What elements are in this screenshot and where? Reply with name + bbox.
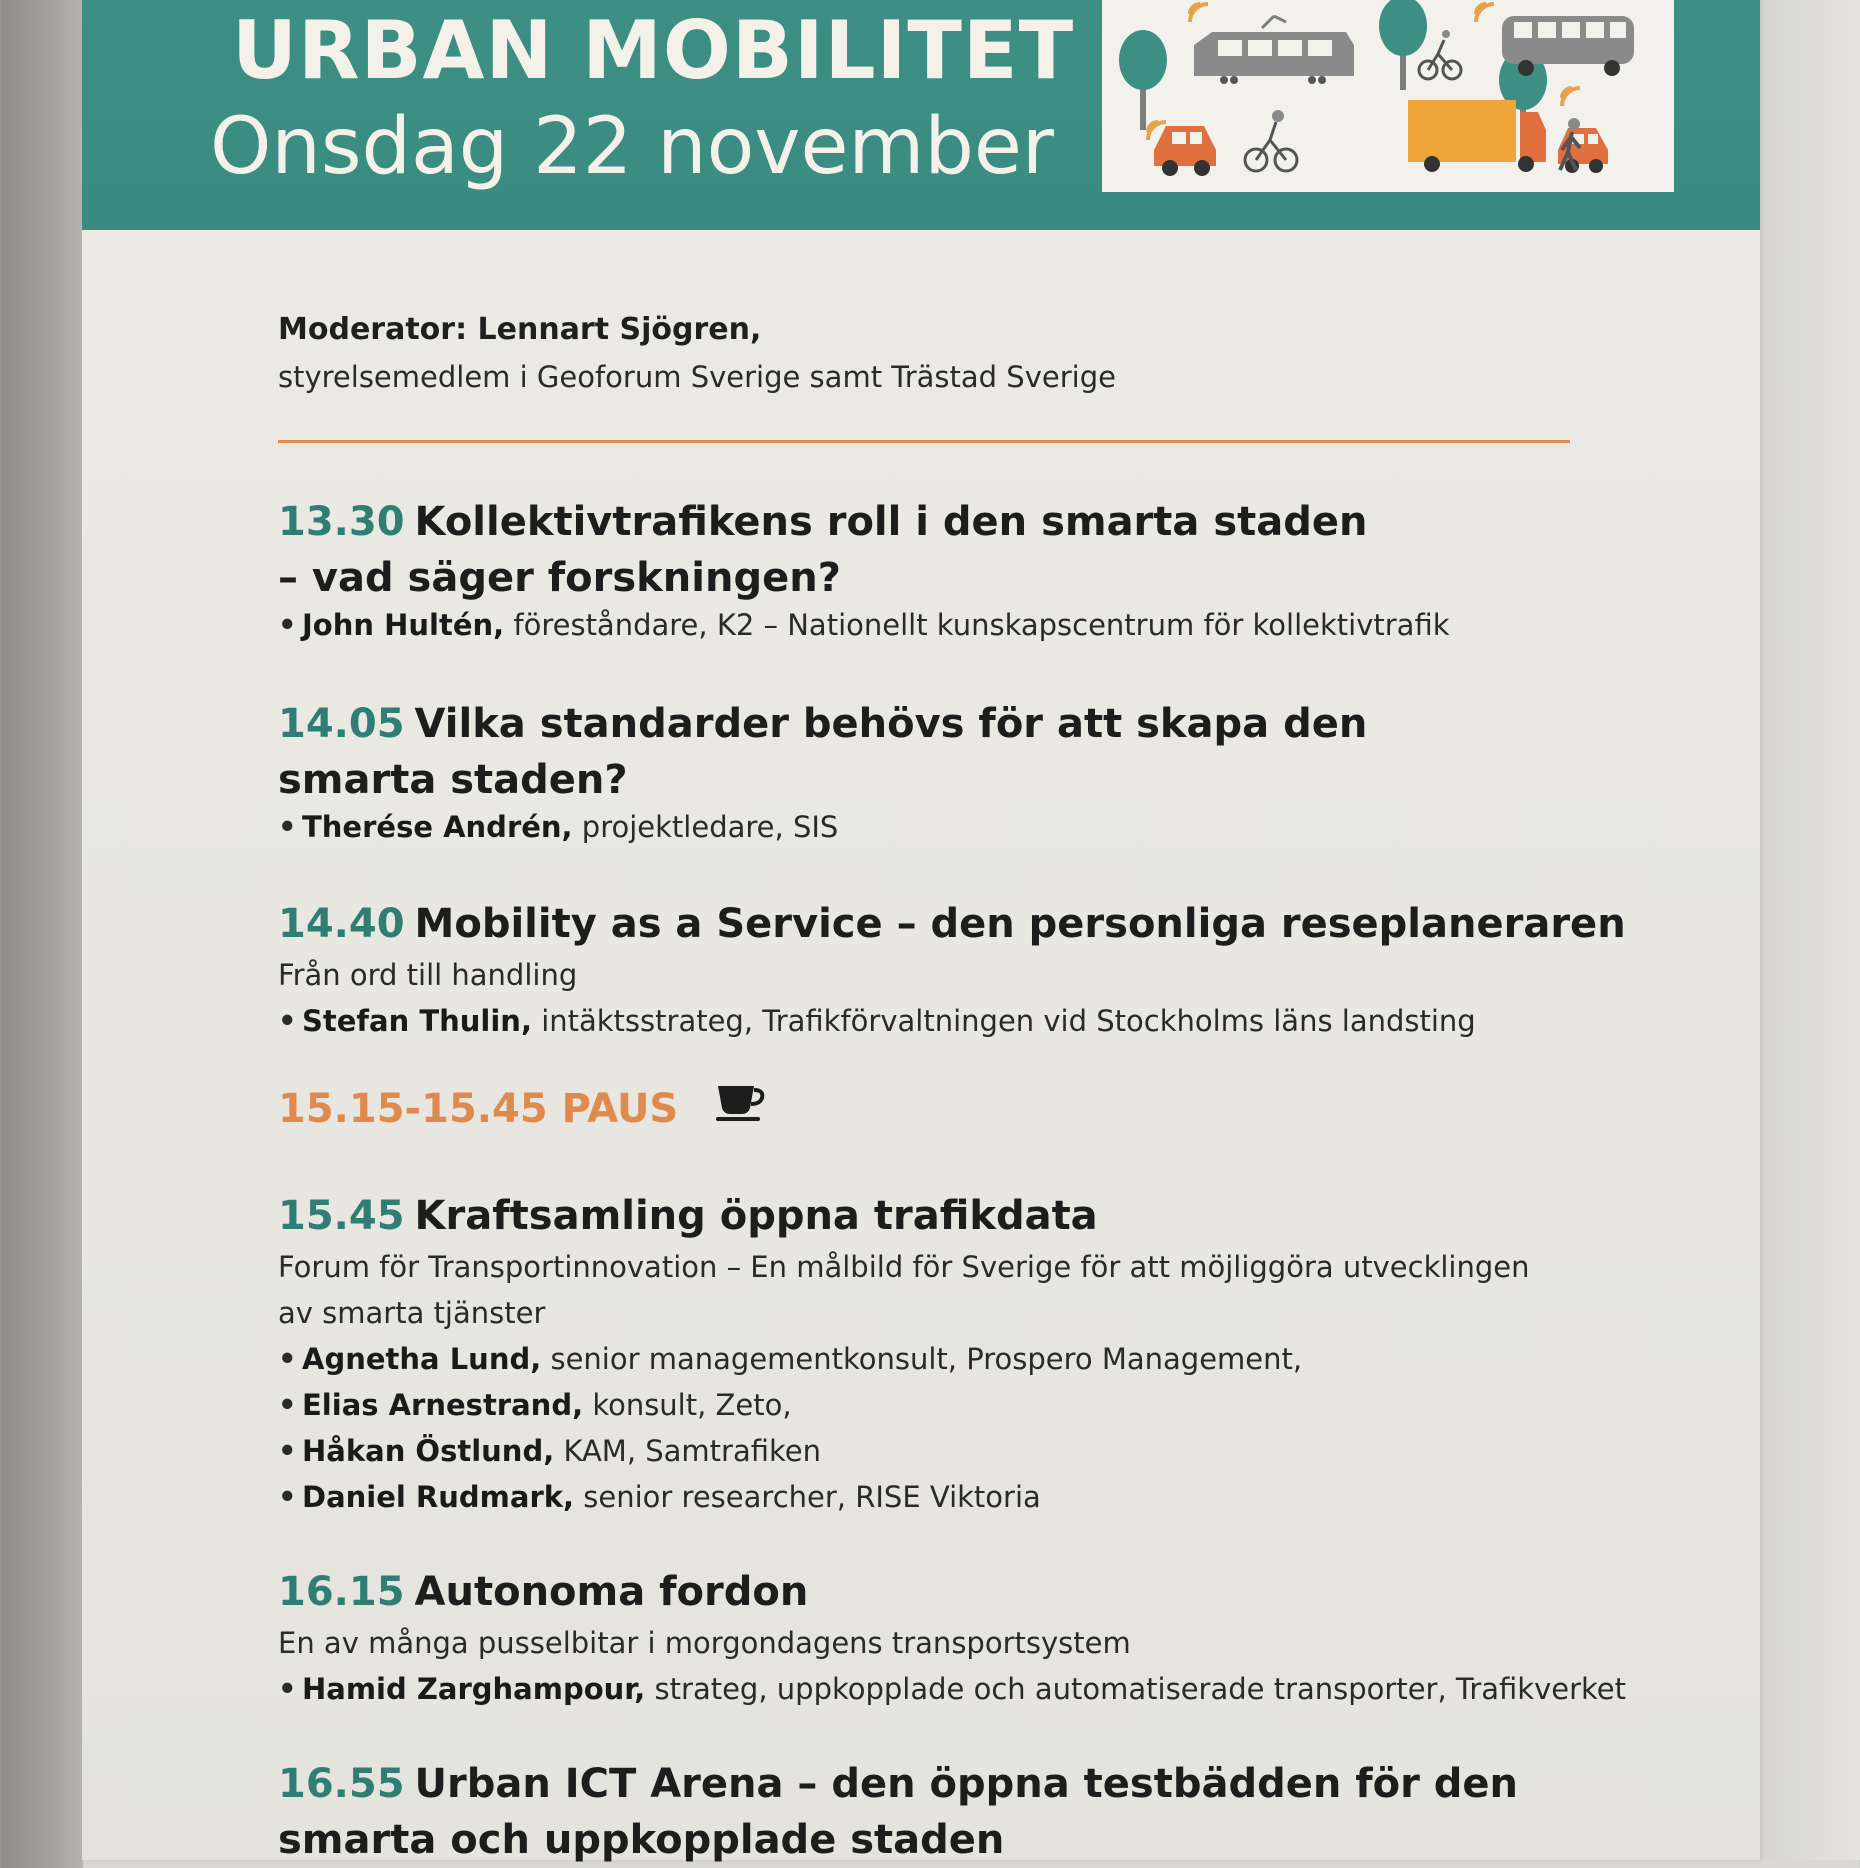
- session-title: [278, 1756, 1678, 1812]
- car-icon: [1154, 126, 1216, 176]
- speaker-name: Elias Arnestrand,: [302, 1388, 584, 1422]
- moderator-name: Moderator: Lennart Sjögren,: [278, 312, 762, 347]
- moderator-role: styrelsemedlem i Geoforum Sverige samt Trästad Sverige: [278, 360, 1116, 394]
- transport-illustration: [1102, 0, 1674, 192]
- speaker-line: [278, 602, 1678, 648]
- speaker-line: [278, 998, 1678, 1044]
- session-item: [278, 494, 1678, 648]
- wall-right: [1760, 0, 1860, 1860]
- speaker-line: [278, 1382, 1678, 1428]
- poster: [82, 0, 1760, 1863]
- wifi-signal-icon: [1190, 4, 1208, 22]
- session-title-line2: – vad säger forskningen?: [278, 555, 841, 601]
- speaker-line: [278, 1474, 1678, 1520]
- bullet-icon: •: [278, 1672, 297, 1706]
- session-item: [278, 1756, 1678, 1868]
- session-subtitle-line2: av smarta tjänster: [278, 1296, 546, 1330]
- speaker-line: [278, 804, 1678, 850]
- speaker-name: Håkan Östlund,: [302, 1434, 555, 1468]
- tree-icon: [1119, 30, 1167, 130]
- speaker-name: John Hultén,: [302, 608, 505, 642]
- speaker-role: senior managementkonsult, Prospero Management,: [550, 1342, 1303, 1376]
- wifi-signal-icon: [1476, 4, 1494, 22]
- session-item: [278, 896, 1678, 1044]
- poster-title: URBAN MOBILITET: [232, 4, 1075, 97]
- speaker-role: intäktsstrateg, Trafikförvaltningen vid Stockholms läns landsting: [541, 1004, 1476, 1038]
- bullet-icon: •: [278, 1004, 297, 1038]
- session-title: [278, 696, 1678, 752]
- pause-label: [278, 1086, 768, 1132]
- session-title-line1: Kraftsamling öppna trafikdata: [414, 1193, 1098, 1239]
- pause-text: 15.15-15.45 PAUS: [278, 1086, 679, 1132]
- speaker-role: föreståndare, K2 – Nationellt kunskapscentrum för kollektivtrafik: [513, 608, 1450, 642]
- speaker-name: Daniel Rudmark,: [302, 1480, 575, 1514]
- speaker-role: konsult, Zeto,: [592, 1388, 792, 1422]
- session-time: 14.40: [278, 901, 405, 947]
- session-title-line2: smarta och uppkopplade staden: [278, 1817, 1005, 1863]
- session-subtitle: En av många pusselbitar i morgondagens transportsystem: [278, 1626, 1131, 1660]
- bullet-icon: •: [278, 1434, 297, 1468]
- poster-header: [82, 0, 1760, 230]
- speaker-name: Stefan Thulin,: [302, 1004, 532, 1038]
- session-title: [278, 1564, 1678, 1620]
- session-title-line1: Autonoma fordon: [414, 1569, 809, 1615]
- bullet-icon: •: [278, 1342, 297, 1376]
- session-subtitle: Från ord till handling: [278, 958, 578, 992]
- speaker-role: projektledare, SIS: [581, 810, 839, 844]
- session-title-line1: Kollektivtrafikens roll i den smarta staden: [414, 499, 1368, 545]
- speaker-role: senior researcher, RISE Viktoria: [583, 1480, 1041, 1514]
- session-item: [278, 1564, 1678, 1712]
- session-item: [278, 696, 1678, 850]
- session-time: 13.30: [278, 499, 405, 545]
- session-time: 15.45: [278, 1193, 405, 1239]
- session-title: [278, 896, 1678, 952]
- session-title-line1: Urban ICT Arena – den öppna testbädden för den: [414, 1761, 1519, 1807]
- session-title-line1: Vilka standarder behövs för att skapa den: [414, 701, 1368, 747]
- bullet-icon: •: [278, 608, 297, 642]
- transport-illustration-svg: [1102, 0, 1674, 192]
- tram-icon: [1194, 16, 1354, 84]
- bicycle-icon: [1245, 110, 1297, 171]
- bullet-icon: •: [278, 1388, 297, 1422]
- coffee-cup-icon: [714, 1082, 768, 1132]
- session-title: [278, 494, 1678, 550]
- session-title-line1: Mobility as a Service – den personliga reseplaneraren: [414, 901, 1626, 947]
- session-title-line2: smarta staden?: [278, 757, 628, 803]
- poster-date: Onsdag 22 november: [210, 102, 1054, 192]
- session-title: [278, 1188, 1678, 1244]
- speaker-name: Agnetha Lund,: [302, 1342, 542, 1376]
- session-time: 16.15: [278, 1569, 405, 1615]
- car-icon: [1558, 128, 1608, 173]
- speaker-line: [278, 1666, 1678, 1712]
- bullet-icon: •: [278, 1480, 297, 1514]
- speaker-line: [278, 1428, 1678, 1474]
- speaker-name: Hamid Zarghampour,: [302, 1672, 646, 1706]
- speaker-name: Therése Andrén,: [302, 810, 573, 844]
- bullet-icon: •: [278, 810, 297, 844]
- section-divider: [278, 440, 1570, 443]
- speaker-role: KAM, Samtrafiken: [563, 1434, 821, 1468]
- session-time: 16.55: [278, 1761, 405, 1807]
- wifi-signal-icon: [1562, 88, 1580, 106]
- speaker-line: [278, 1336, 1678, 1382]
- bus-icon: [1502, 16, 1634, 76]
- session-time: 14.05: [278, 701, 405, 747]
- session-item: [278, 1188, 1678, 1520]
- session-subtitle-line1: Forum för Transportinnovation – En målbild för Sverige för att möjliggöra utvecklingen: [278, 1250, 1530, 1284]
- speaker-role: strateg, uppkopplade och automatiserade transporter, Trafikverket: [654, 1672, 1627, 1706]
- bicycle-icon: [1419, 30, 1461, 79]
